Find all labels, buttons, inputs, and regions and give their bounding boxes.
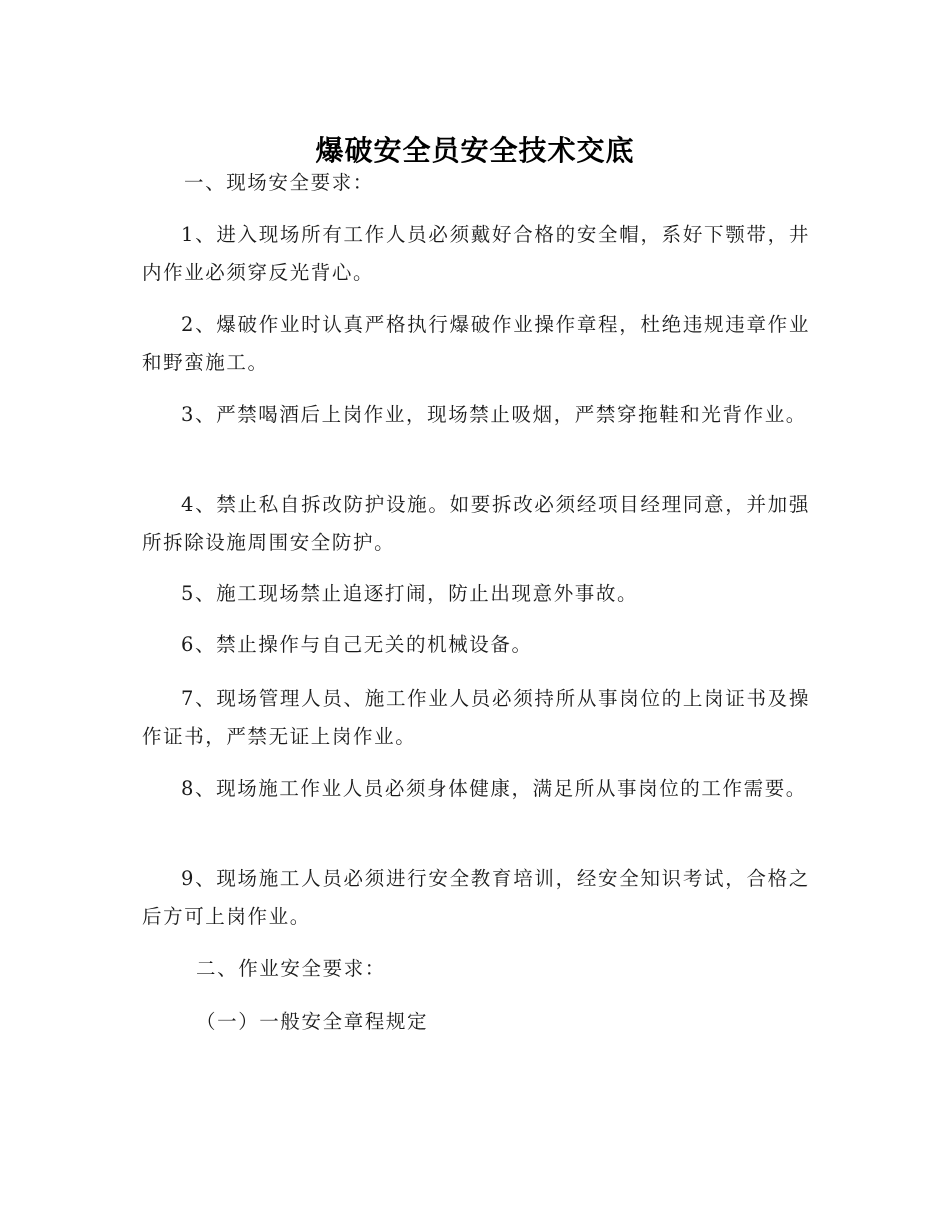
list-item: 2、爆破作业时认真严格执行爆破作业操作章程，杜绝违规违章作业和野蛮施工。 — [142, 313, 810, 374]
document-title: 爆破安全员安全技术交底 — [315, 133, 635, 167]
list-item: 1、进入现场所有工作人员必须戴好合格的安全帽，系好下颚带，井内作业必须穿反光背心。 — [142, 223, 810, 284]
list-item: 6、禁止操作与自己无关的机械设备。 — [181, 633, 533, 656]
list-item: 5、施工现场禁止追逐打闹，防止出现意外事故。 — [181, 582, 639, 605]
list-item: 4、禁止私自拆改防护设施。如要拆改必须经项目经理同意，并加强所拆除设施周围安全防护。 — [142, 493, 810, 554]
list-item: 3、严禁喝酒后上岗作业，现场禁止吸烟，严禁穿拖鞋和光背作业。 — [181, 403, 807, 426]
section-heading-site-safety: 一、现场安全要求： — [184, 171, 374, 194]
list-item: 9、现场施工人员必须进行安全教育培训，经安全知识考试，合格之后方可上岗作业。 — [142, 867, 810, 928]
list-item: 7、现场管理人员、施工作业人员必须持所从事岗位的上岗证书及操作证书，严禁无证上岗作业。 — [142, 687, 810, 748]
list-item: 8、现场施工作业人员必须身体健康，满足所从事岗位的工作需要。 — [181, 777, 807, 800]
section-heading-work-safety: 二、作业安全要求： — [196, 957, 386, 980]
subsection-heading-general-rules: （一）一般安全章程规定 — [196, 1010, 429, 1033]
